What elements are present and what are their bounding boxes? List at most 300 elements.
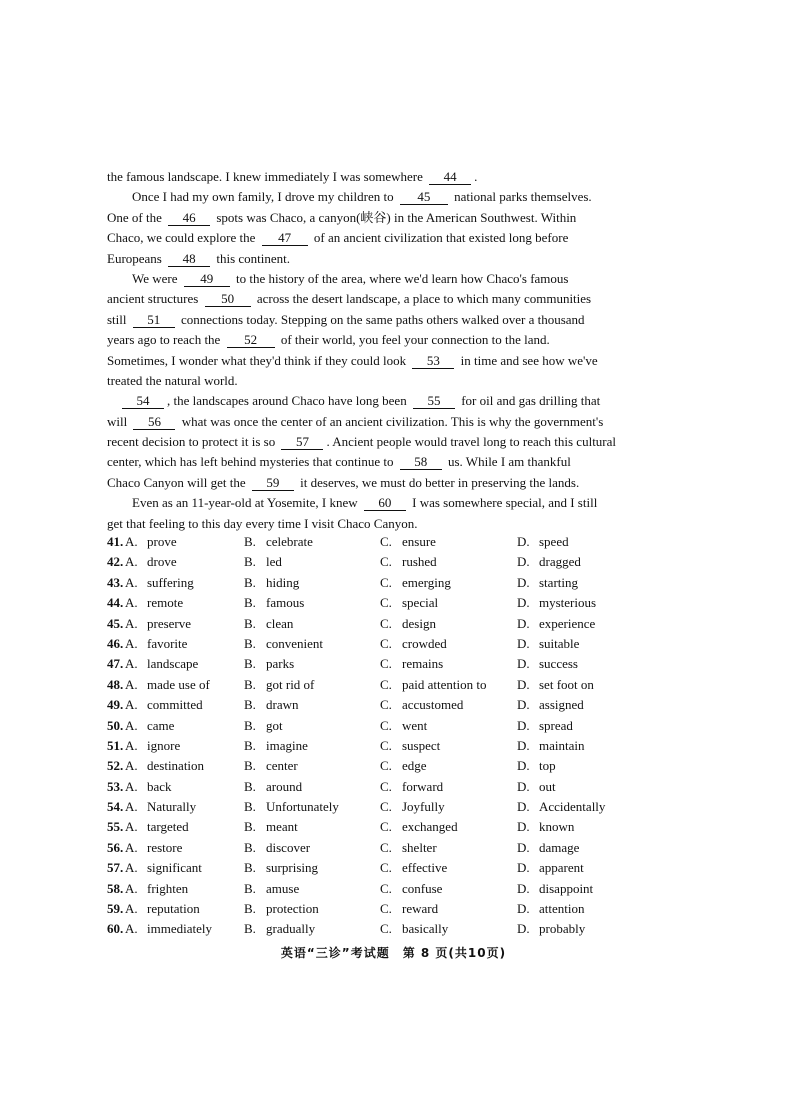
passage-text: Even as an 11-year-old at Yosemite, I knew bbox=[132, 495, 358, 511]
option-c bbox=[380, 858, 447, 878]
passage-line bbox=[107, 371, 629, 391]
option-letter: B. bbox=[244, 799, 256, 815]
option-a bbox=[125, 695, 203, 715]
option-text: special bbox=[402, 595, 439, 611]
option-text: around bbox=[266, 778, 303, 794]
option-text: ensure bbox=[402, 534, 436, 549]
question-row bbox=[107, 675, 647, 695]
option-text: protection bbox=[266, 901, 319, 917]
option-text: probably bbox=[539, 921, 586, 937]
option-letter: A. bbox=[125, 778, 138, 794]
option-text: reputation bbox=[147, 901, 200, 917]
option-a bbox=[125, 777, 172, 797]
option-c bbox=[380, 614, 436, 634]
option-letter: A. bbox=[125, 880, 138, 896]
option-b bbox=[244, 552, 282, 572]
question-number: 47. bbox=[107, 656, 124, 672]
option-letter: B. bbox=[244, 737, 256, 753]
option-c bbox=[380, 654, 443, 674]
option-text: discover bbox=[266, 839, 311, 855]
blank-55: 55 bbox=[413, 394, 455, 409]
option-letter: B. bbox=[244, 554, 256, 570]
option-text: came bbox=[147, 717, 175, 733]
passage-line bbox=[107, 412, 629, 432]
option-c bbox=[380, 736, 440, 756]
option-letter: A. bbox=[125, 717, 138, 733]
option-b bbox=[244, 899, 319, 919]
option-d bbox=[517, 654, 578, 674]
option-text: suspect bbox=[402, 737, 441, 753]
blank-60: 60 bbox=[364, 496, 406, 511]
question-number: 53. bbox=[107, 778, 124, 794]
option-letter: D. bbox=[517, 921, 530, 937]
question-number: 56. bbox=[107, 839, 124, 855]
option-letter: D. bbox=[517, 778, 530, 794]
option-c bbox=[380, 899, 438, 919]
option-c bbox=[380, 817, 458, 837]
question-row bbox=[107, 716, 647, 736]
option-text: confuse bbox=[402, 880, 443, 896]
option-b bbox=[244, 695, 299, 715]
option-b bbox=[244, 614, 293, 634]
option-letter: A. bbox=[125, 799, 138, 815]
option-b bbox=[244, 736, 308, 756]
option-letter: B. bbox=[244, 921, 256, 937]
option-text: reward bbox=[402, 901, 439, 917]
passage-line bbox=[107, 187, 629, 207]
question-row bbox=[107, 736, 647, 756]
option-text: drawn bbox=[266, 697, 299, 713]
option-text: landscape bbox=[147, 656, 199, 672]
blank-48: 48 bbox=[168, 252, 210, 267]
blank-57: 57 bbox=[281, 435, 323, 450]
option-letter: C. bbox=[380, 860, 392, 876]
passage-text: Chaco Canyon will get the bbox=[107, 474, 246, 490]
option-a bbox=[125, 797, 196, 817]
option-text: led bbox=[266, 554, 282, 570]
option-letter: B. bbox=[244, 860, 256, 876]
question-row bbox=[107, 552, 647, 572]
passage-line bbox=[107, 310, 629, 330]
option-text: paid attention to bbox=[402, 676, 487, 692]
option-b bbox=[244, 716, 283, 736]
option-b bbox=[244, 919, 315, 939]
option-letter: B. bbox=[244, 676, 256, 692]
option-letter: B. bbox=[244, 901, 256, 917]
passage-text: the famous landscape. I knew immediately I was somewhere bbox=[107, 169, 423, 184]
option-text: went bbox=[402, 717, 428, 733]
option-letter: A. bbox=[125, 901, 138, 917]
question-row bbox=[107, 654, 647, 674]
option-c bbox=[380, 838, 437, 858]
option-text: effective bbox=[402, 860, 448, 876]
option-text: suitable bbox=[539, 635, 580, 651]
option-text: amuse bbox=[266, 880, 300, 896]
blank-47: 47 bbox=[262, 231, 308, 246]
passage-line bbox=[107, 493, 629, 513]
passage-text: this continent. bbox=[216, 250, 291, 266]
option-text: disappoint bbox=[539, 880, 594, 896]
blank-50: 50 bbox=[205, 292, 251, 307]
option-b bbox=[244, 858, 318, 878]
option-text: celebrate bbox=[266, 534, 313, 549]
option-letter: C. bbox=[380, 921, 392, 937]
passage-text: Sometimes, I wonder what they'd think if they could look bbox=[107, 352, 407, 368]
option-letter: D. bbox=[517, 554, 530, 570]
option-letter: C. bbox=[380, 901, 392, 917]
option-letter: D. bbox=[517, 880, 530, 896]
option-letter: B. bbox=[244, 717, 256, 733]
passage-line bbox=[107, 473, 629, 493]
option-letter: D. bbox=[517, 595, 530, 611]
option-d bbox=[517, 695, 584, 715]
option-text: restore bbox=[147, 839, 183, 855]
option-text: favorite bbox=[147, 635, 188, 651]
passage-line bbox=[107, 391, 629, 411]
question-number: 44. bbox=[107, 595, 124, 611]
passage-text: across the desert landscape, a place to which many communities bbox=[256, 291, 592, 307]
option-a bbox=[125, 817, 189, 837]
passage-text: Once I had my own family, I drove my children to bbox=[132, 189, 394, 205]
question-row bbox=[107, 797, 647, 817]
option-letter: A. bbox=[125, 839, 138, 855]
option-b bbox=[244, 654, 294, 674]
option-d bbox=[517, 858, 584, 878]
passage-line bbox=[107, 330, 629, 350]
option-letter: B. bbox=[244, 880, 256, 896]
option-letter: B. bbox=[244, 697, 256, 713]
passage-text: I was somewhere special, and I still bbox=[412, 495, 598, 511]
option-b bbox=[244, 777, 302, 797]
option-letter: D. bbox=[517, 860, 530, 876]
option-text: maintain bbox=[539, 737, 585, 753]
option-letter: A. bbox=[125, 595, 138, 611]
question-number: 49. bbox=[107, 697, 124, 713]
option-text: surprising bbox=[266, 860, 318, 876]
question-row bbox=[107, 838, 647, 858]
question-number: 57. bbox=[107, 860, 124, 876]
passage-line bbox=[107, 167, 629, 187]
option-letter: D. bbox=[517, 574, 530, 590]
option-text: Accidentally bbox=[539, 799, 606, 815]
option-d bbox=[517, 817, 574, 837]
question-row bbox=[107, 756, 647, 776]
passage-text: connections today. Stepping on the same paths others walked over a thousand bbox=[181, 311, 585, 327]
blank-44: 44 bbox=[429, 170, 471, 185]
option-text: prove bbox=[147, 534, 177, 549]
option-text: Joyfully bbox=[402, 799, 445, 815]
option-a bbox=[125, 654, 198, 674]
question-number: 41. bbox=[107, 534, 124, 549]
option-c bbox=[380, 797, 445, 817]
option-d bbox=[517, 675, 594, 695]
option-text: ignore bbox=[147, 737, 181, 753]
option-text: frighten bbox=[147, 880, 189, 896]
option-text: design bbox=[402, 615, 436, 631]
option-c bbox=[380, 695, 463, 715]
option-letter: D. bbox=[517, 737, 530, 753]
option-letter: A. bbox=[125, 697, 138, 713]
passage-text: , the landscapes around Chaco have long been bbox=[167, 393, 407, 409]
option-a bbox=[125, 675, 210, 695]
option-text: committed bbox=[147, 697, 203, 713]
option-text: top bbox=[539, 758, 556, 774]
passage-text: for oil and gas drilling that bbox=[461, 393, 601, 409]
option-a bbox=[125, 532, 177, 552]
option-letter: B. bbox=[244, 635, 256, 651]
option-letter: D. bbox=[517, 758, 530, 774]
option-letter: A. bbox=[125, 635, 138, 651]
option-text: destination bbox=[147, 758, 205, 774]
passage-text: get that feeling to this day every time I visit Chaco Canyon. bbox=[107, 515, 418, 531]
blank-52: 52 bbox=[227, 333, 275, 348]
question-row bbox=[107, 695, 647, 715]
option-letter: C. bbox=[380, 615, 392, 631]
option-c bbox=[380, 573, 451, 593]
option-text: spread bbox=[539, 717, 573, 733]
option-text: meant bbox=[266, 819, 298, 835]
blank-53: 53 bbox=[412, 354, 454, 369]
question-row bbox=[107, 879, 647, 899]
option-text: drove bbox=[147, 554, 177, 570]
option-a bbox=[125, 736, 180, 756]
question-number: 50. bbox=[107, 717, 124, 733]
blank-54: 54 bbox=[122, 394, 164, 409]
blank-49: 49 bbox=[184, 272, 230, 287]
option-b bbox=[244, 675, 314, 695]
passage-line bbox=[107, 452, 629, 472]
option-letter: C. bbox=[380, 656, 392, 672]
option-a bbox=[125, 858, 202, 878]
option-letter: D. bbox=[517, 697, 530, 713]
answer-options bbox=[107, 532, 647, 940]
option-c bbox=[380, 532, 436, 552]
option-d bbox=[517, 593, 596, 613]
question-number: 55. bbox=[107, 819, 124, 835]
passage-text: in time and see how we've bbox=[460, 352, 598, 368]
option-b bbox=[244, 532, 313, 552]
option-b bbox=[244, 573, 299, 593]
passage-text: what was once the center of an ancient civilization. This is why the government's bbox=[181, 413, 604, 429]
passage-text: of an ancient civilization that existed long before bbox=[313, 230, 569, 246]
passage-text: treated the natural world. bbox=[107, 372, 238, 388]
option-d bbox=[517, 879, 593, 899]
option-letter: A. bbox=[125, 534, 138, 549]
passage-text: Chaco, we could explore the bbox=[107, 230, 256, 246]
option-letter: D. bbox=[517, 656, 530, 672]
option-letter: B. bbox=[244, 615, 256, 631]
question-row bbox=[107, 532, 647, 552]
option-letter: C. bbox=[380, 595, 392, 611]
passage-text: . Ancient people would travel long to reach this cultural bbox=[326, 434, 617, 450]
passage-text: . bbox=[474, 169, 478, 184]
question-row bbox=[107, 817, 647, 837]
option-letter: C. bbox=[380, 697, 392, 713]
question-number: 54. bbox=[107, 799, 124, 815]
passage-text: it deserves, we must do better in preserving the lands. bbox=[300, 474, 580, 490]
option-c bbox=[380, 552, 437, 572]
option-letter: D. bbox=[517, 676, 530, 692]
option-d bbox=[517, 634, 579, 654]
question-number: 43. bbox=[107, 574, 124, 590]
passage-line bbox=[107, 249, 629, 269]
option-text: success bbox=[539, 656, 578, 672]
option-text: made use of bbox=[147, 676, 210, 692]
option-text: Unfortunately bbox=[266, 799, 339, 815]
option-letter: B. bbox=[244, 574, 256, 590]
question-row bbox=[107, 593, 647, 613]
option-text: set foot on bbox=[539, 676, 594, 692]
option-a bbox=[125, 879, 188, 899]
option-text: edge bbox=[402, 758, 427, 774]
option-letter: D. bbox=[517, 901, 530, 917]
option-letter: A. bbox=[125, 860, 138, 876]
option-text: preserve bbox=[147, 615, 192, 631]
option-c bbox=[380, 675, 486, 695]
passage-line bbox=[107, 208, 629, 228]
option-a bbox=[125, 634, 187, 654]
option-b bbox=[244, 879, 299, 899]
option-letter: A. bbox=[125, 819, 138, 835]
option-c bbox=[380, 777, 443, 797]
option-letter: D. bbox=[517, 635, 530, 651]
option-a bbox=[125, 716, 174, 736]
option-letter: C. bbox=[380, 737, 392, 753]
option-text: damage bbox=[539, 839, 580, 855]
option-d bbox=[517, 777, 556, 797]
passage-text: Europeans bbox=[107, 250, 162, 266]
passage-line bbox=[107, 269, 629, 289]
option-text: Naturally bbox=[147, 799, 197, 815]
blank-58: 58 bbox=[400, 455, 442, 470]
option-a bbox=[125, 614, 191, 634]
option-letter: C. bbox=[380, 880, 392, 896]
option-text: forward bbox=[402, 778, 444, 794]
passage-text: to the history of the area, where we'd learn how Chaco's famous bbox=[236, 270, 569, 286]
option-letter: A. bbox=[125, 676, 138, 692]
option-a bbox=[125, 756, 204, 776]
question-row bbox=[107, 573, 647, 593]
option-letter: B. bbox=[244, 819, 256, 835]
question-number: 52. bbox=[107, 758, 124, 774]
passage-line bbox=[107, 228, 629, 248]
blank-59: 59 bbox=[252, 476, 294, 491]
option-letter: C. bbox=[380, 554, 392, 570]
option-c bbox=[380, 634, 447, 654]
option-letter: C. bbox=[380, 574, 392, 590]
option-c bbox=[380, 919, 448, 939]
option-b bbox=[244, 817, 298, 837]
option-letter: B. bbox=[244, 595, 256, 611]
option-text: experience bbox=[539, 615, 596, 631]
option-text: speed bbox=[539, 534, 569, 549]
option-letter: A. bbox=[125, 921, 138, 937]
passage-text: of their world, you feel your connection to the land. bbox=[280, 332, 550, 348]
option-d bbox=[517, 756, 556, 776]
option-text: immediately bbox=[147, 921, 212, 937]
option-text: remote bbox=[147, 595, 184, 611]
option-letter: C. bbox=[380, 799, 392, 815]
option-c bbox=[380, 756, 427, 776]
option-text: rushed bbox=[402, 554, 437, 570]
blank-46: 46 bbox=[168, 211, 210, 226]
blank-45: 45 bbox=[400, 190, 448, 205]
question-number: 51. bbox=[107, 737, 124, 753]
option-d bbox=[517, 736, 585, 756]
option-c bbox=[380, 716, 427, 736]
question-row bbox=[107, 777, 647, 797]
passage-text: will bbox=[107, 413, 128, 429]
option-text: clean bbox=[266, 615, 294, 631]
option-letter: D. bbox=[517, 534, 530, 549]
option-d bbox=[517, 797, 605, 817]
blank-56: 56 bbox=[133, 415, 175, 430]
question-number: 45. bbox=[107, 615, 124, 631]
option-text: suffering bbox=[147, 574, 194, 590]
option-a bbox=[125, 573, 194, 593]
question-number: 48. bbox=[107, 676, 124, 692]
passage-text: spots was Chaco, a canyon(峡谷) in the American Southwest. Within bbox=[216, 209, 577, 225]
option-letter: B. bbox=[244, 778, 256, 794]
option-letter: B. bbox=[244, 656, 256, 672]
option-c bbox=[380, 593, 438, 613]
question-row bbox=[107, 858, 647, 878]
passage-line bbox=[107, 514, 629, 534]
option-text: starting bbox=[539, 574, 578, 590]
option-text: center bbox=[266, 758, 298, 774]
option-letter: A. bbox=[125, 574, 138, 590]
option-letter: B. bbox=[244, 758, 256, 774]
option-letter: A. bbox=[125, 737, 138, 753]
option-b bbox=[244, 593, 304, 613]
option-letter: A. bbox=[125, 656, 138, 672]
passage-text: One of the bbox=[107, 209, 162, 225]
option-d bbox=[517, 532, 569, 552]
option-letter: C. bbox=[380, 778, 392, 794]
option-text: accustomed bbox=[402, 697, 464, 713]
option-text: imagine bbox=[266, 737, 308, 753]
passage-line bbox=[107, 432, 629, 452]
option-a bbox=[125, 593, 183, 613]
cloze-passage bbox=[107, 167, 629, 534]
option-letter: D. bbox=[517, 819, 530, 835]
option-b bbox=[244, 838, 310, 858]
option-d bbox=[517, 716, 573, 736]
question-row bbox=[107, 919, 647, 939]
option-d bbox=[517, 838, 579, 858]
option-text: dragged bbox=[539, 554, 581, 570]
passage-text: center, which has left behind mysteries that continue to bbox=[107, 454, 394, 470]
option-b bbox=[244, 797, 339, 817]
option-letter: A. bbox=[125, 554, 138, 570]
option-text: convenient bbox=[266, 635, 324, 651]
option-text: targeted bbox=[147, 819, 189, 835]
option-letter: A. bbox=[125, 615, 138, 631]
passage-line bbox=[107, 351, 629, 371]
option-text: emerging bbox=[402, 574, 451, 590]
option-letter: D. bbox=[517, 799, 530, 815]
option-d bbox=[517, 573, 578, 593]
option-b bbox=[244, 756, 298, 776]
passage-text: We were bbox=[132, 270, 178, 286]
option-text: hiding bbox=[266, 574, 300, 590]
option-letter: C. bbox=[380, 635, 392, 651]
question-number: 58. bbox=[107, 880, 124, 896]
option-text: out bbox=[539, 778, 556, 794]
option-a bbox=[125, 552, 177, 572]
option-text: gradually bbox=[266, 921, 316, 937]
option-a bbox=[125, 919, 212, 939]
